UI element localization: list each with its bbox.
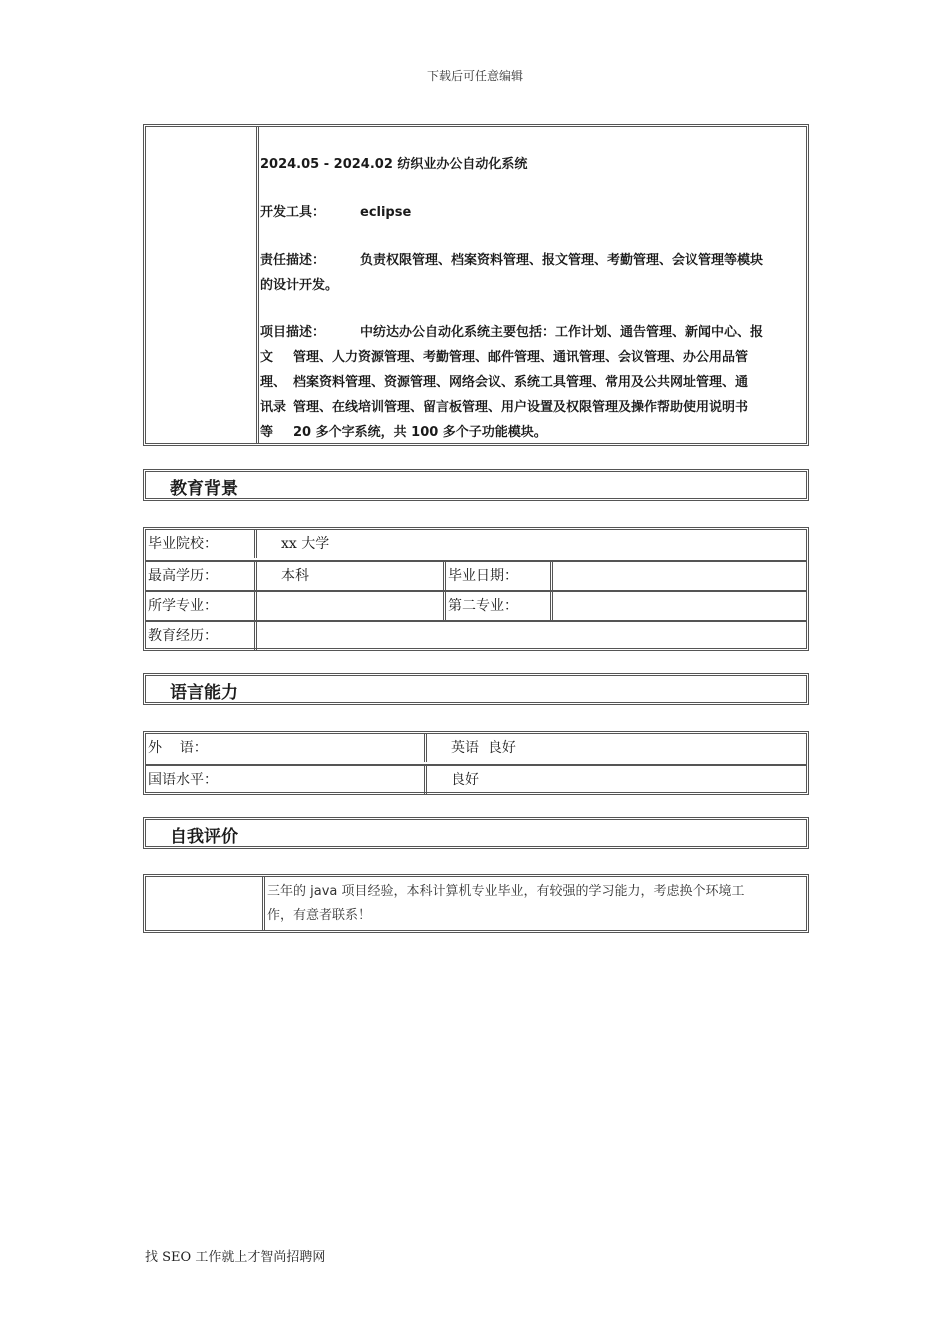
- description-line-5-prefix: 等: [260, 425, 274, 440]
- self-eval-heading: 自我评价: [170, 827, 238, 847]
- education-row-degree: [146, 560, 806, 590]
- grad-date-value: [550, 562, 806, 590]
- school-value: xx 大学: [254, 530, 806, 558]
- mandarin-label: 国语水平：: [148, 772, 218, 788]
- project-table: [143, 124, 809, 446]
- education-table: [143, 527, 809, 651]
- page-footer: 找 SEO 工作就上才智尚招聘网: [145, 1250, 326, 1265]
- education-row-major: [146, 590, 806, 620]
- education-heading-box: [143, 469, 809, 501]
- responsibility-label: 责任描述：: [260, 253, 326, 268]
- second-major-label: 第二专业：: [443, 592, 551, 620]
- degree-label: 最高学历：: [148, 568, 218, 584]
- second-major-value: [550, 592, 806, 620]
- education-row-school: [146, 530, 806, 558]
- grad-date-label: 毕业日期：: [443, 562, 551, 590]
- language-table: [143, 731, 809, 795]
- major-value: [254, 592, 424, 620]
- self-eval-table: [143, 874, 809, 933]
- description-line-3-text: 档案资料管理、资源管理、网络会议、系统工具管理、常用及公共网址管理、通: [293, 375, 749, 390]
- description-line-4-prefix: 讯录: [260, 400, 287, 415]
- language-heading-box: [143, 673, 809, 705]
- self-eval-text: [267, 880, 792, 928]
- page-header: 下载后可任意编辑: [426, 69, 523, 83]
- self-eval-line-2: 作，有意者联系！: [267, 908, 372, 923]
- responsibility-text-2: 的设计开发。: [260, 278, 339, 293]
- mandarin-value: 良好: [424, 766, 806, 794]
- history-label: 教育经历：: [148, 628, 218, 644]
- self-eval-heading-box: [143, 817, 809, 849]
- description-line-2-text: 管理、人力资源管理、考勤管理、邮件管理、通讯管理、会议管理、办公用品管: [293, 350, 749, 365]
- foreign-label: 外 语：: [148, 740, 208, 756]
- education-row-history: [146, 620, 806, 650]
- description-line-5-text: 20 多个字系统，共 100 多个子功能模块。: [293, 425, 547, 440]
- description-text-1: 中纺达办公自动化系统主要包括：工作计划、通告管理、新闻中心、报: [360, 325, 764, 340]
- description-line-2-prefix: 文: [260, 350, 274, 365]
- description-line-3-prefix: 理、: [260, 375, 287, 390]
- history-value: [254, 622, 806, 650]
- description-row: [260, 320, 804, 345]
- project-left-column: [146, 127, 259, 443]
- language-heading: 语言能力: [170, 683, 238, 703]
- dev-tool-value: eclipse: [360, 205, 412, 220]
- self-eval-left-column: [146, 877, 265, 930]
- description-line-3: [260, 370, 804, 395]
- responsibility-text-1: 负责权限管理、档案资料管理、报文管理、考勤管理、会议管理等模块: [360, 253, 764, 268]
- description-label: 项目描述：: [260, 325, 326, 340]
- dev-tool-row: [260, 200, 804, 225]
- self-eval-line-1: 三年的 java 项目经验，本科计算机专业毕业，有较强的学习能力，考虑换个环境工: [267, 884, 745, 899]
- project-title: 2024.05 - 2024.02 纺织业办公自动化系统: [260, 157, 528, 172]
- description-line-4-text: 管理、在线培训管理、留言板管理、用户设置及权限管理及操作帮助使用说明书: [293, 400, 749, 415]
- description-line-4: [260, 395, 804, 420]
- foreign-value: 英语 良好: [424, 734, 806, 762]
- description-line-5: [260, 420, 804, 445]
- description-line-2: [260, 345, 804, 370]
- language-row-mandarin: [146, 764, 806, 794]
- degree-value: 本科: [254, 562, 446, 590]
- project-details: [260, 127, 804, 443]
- education-heading: 教育背景: [170, 479, 238, 499]
- language-row-foreign: [146, 734, 806, 762]
- major-label: 所学专业：: [148, 598, 218, 614]
- dev-tool-label: 开发工具：: [260, 205, 326, 220]
- responsibility-row: [260, 248, 804, 273]
- school-label: 毕业院校：: [148, 536, 218, 552]
